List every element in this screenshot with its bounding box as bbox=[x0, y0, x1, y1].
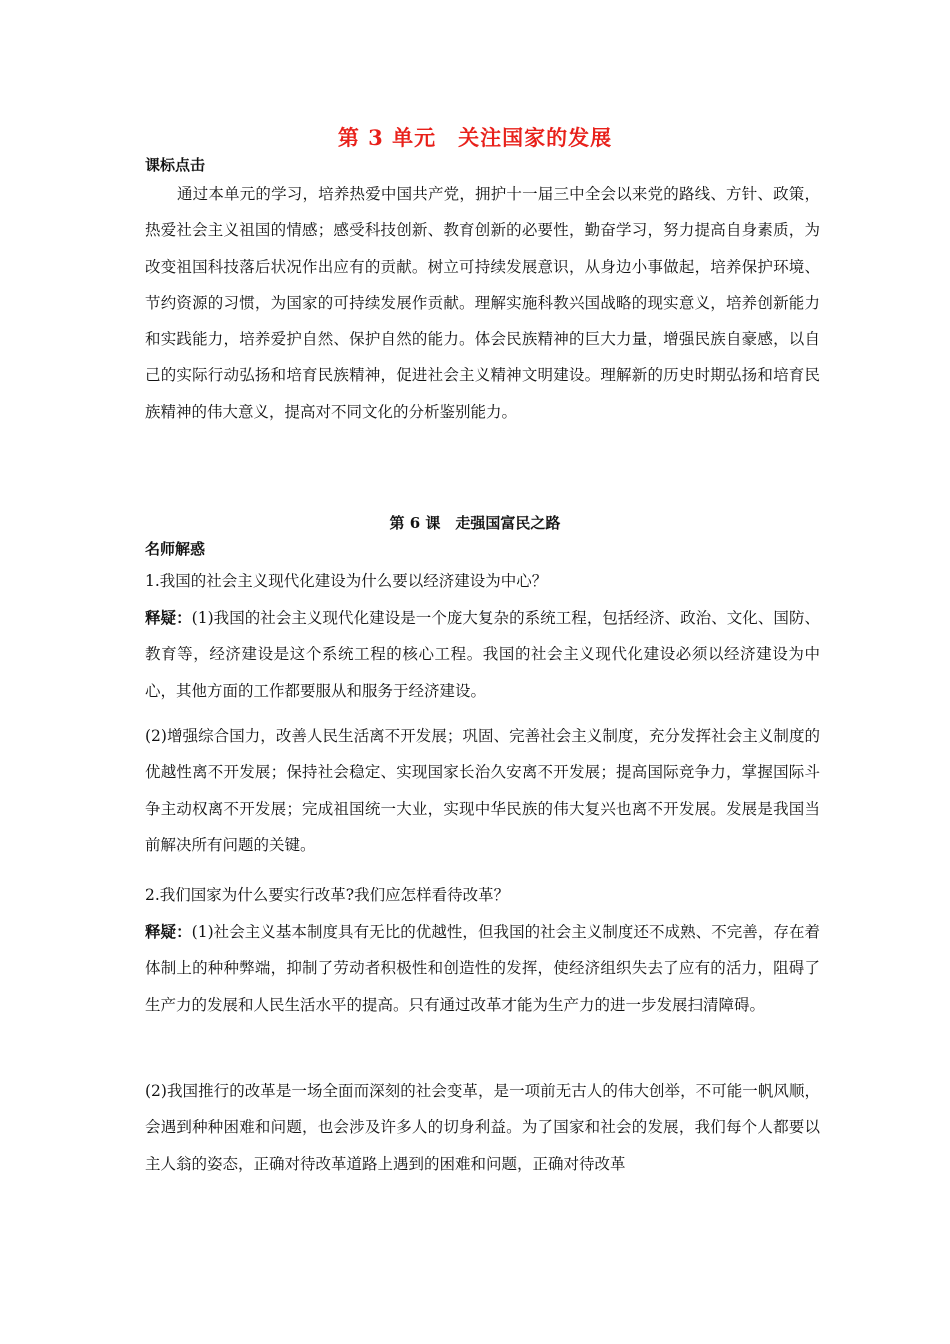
answer-2-part-1 bbox=[145, 914, 820, 1023]
answer-lead: 释疑： bbox=[145, 922, 192, 941]
lesson-title: 第 6 课 走强国富民之路 bbox=[389, 514, 561, 532]
curriculum-paragraph: 通过本单元的学习，培养热爱中国共产党，拥护十一届三中全会以来党的路线、方针、政策，热爱社会主义祖国的情感；感受科技创新、教育创新的必要性，勤奋学习，努力提高自身素质，为改变祖国科技落后状况作出应有的贡献。树立可持续发展意识，从身边小事做起，培养保护环境、节约资源的习惯，为国家的可持续发展作贡献。理解实施科教兴国战略的现实意义，培养创新能力和实践能力，培养爱护自然、保护自然的能力。体会民族精神的巨大力量，增强民族自豪感，以自己的实际行动弘扬和培育民族精神，促进社会主义精神文明建设。理解新的历史时期弘扬和培育民族精神的伟大意义，提高对不同文化的分析鉴别能力。 bbox=[145, 185, 820, 421]
answer-2-part-2: (2)我国推行的改革是一场全面而深刻的社会变革，是一项前无古人的伟大创举，不可能一帆风顺，会遇到种种困难和问题，也会涉及许多人的切身利益。为了国家和社会的发展，我们每个人都要以主人翁的姿态，正确对待改革道路上遇到的困难和问题，正确对待改革 bbox=[145, 1082, 820, 1173]
unit-title: 第 3 单元 关注国家的发展 bbox=[337, 125, 613, 150]
answer-1-part-1 bbox=[145, 600, 820, 709]
answer-lead: 释疑： bbox=[145, 608, 192, 627]
answer-1-part-2: (2)增强综合国力，改善人民生活离不开发展；巩固、完善社会主义制度，充分发挥社会主义制度的优越性离不开发展；保持社会稳定、实现国家长治久安离不开发展；提高国际竞争力，掌握国际斗争主动权离不开发展；完成祖国统一大业，实现中华民族的伟大复兴也离不开发展。发展是我国当前解决所有问题的关键。 bbox=[145, 727, 820, 854]
question-1: 1.我国的社会主义现代化建设为什么要以经济建设为中心？ bbox=[145, 572, 548, 590]
question-2: 2.我们国家为什么要实行改革?我们应怎样看待改革？ bbox=[145, 886, 510, 904]
answer-2-part-1-text: (1)社会主义基本制度具有无比的优越性，但我国的社会主义制度还不成熟、不完善，存在着体制上的种种弊端，抑制了劳动者积极性和创造性的发挥，使经济组织失去了应有的活力，阻碍了生产力的发展和人民生活水平的提高。只有通过改革才能为生产力的进一步发展扫清障碍。 bbox=[145, 923, 820, 1014]
section-heading-curriculum: 课标点击 bbox=[145, 156, 206, 174]
answer-1-part-1-text: (1)我国的社会主义现代化建设是一个庞大复杂的系统工程，包括经济、政治、文化、国防、教育等，经济建设是这个系统工程的核心工程。我国的社会主义现代化建设必须以经济建设为中心，其他方面的工作都要服从和服务于经济建设。 bbox=[145, 609, 820, 700]
section-heading-qa: 名师解惑 bbox=[145, 540, 206, 558]
